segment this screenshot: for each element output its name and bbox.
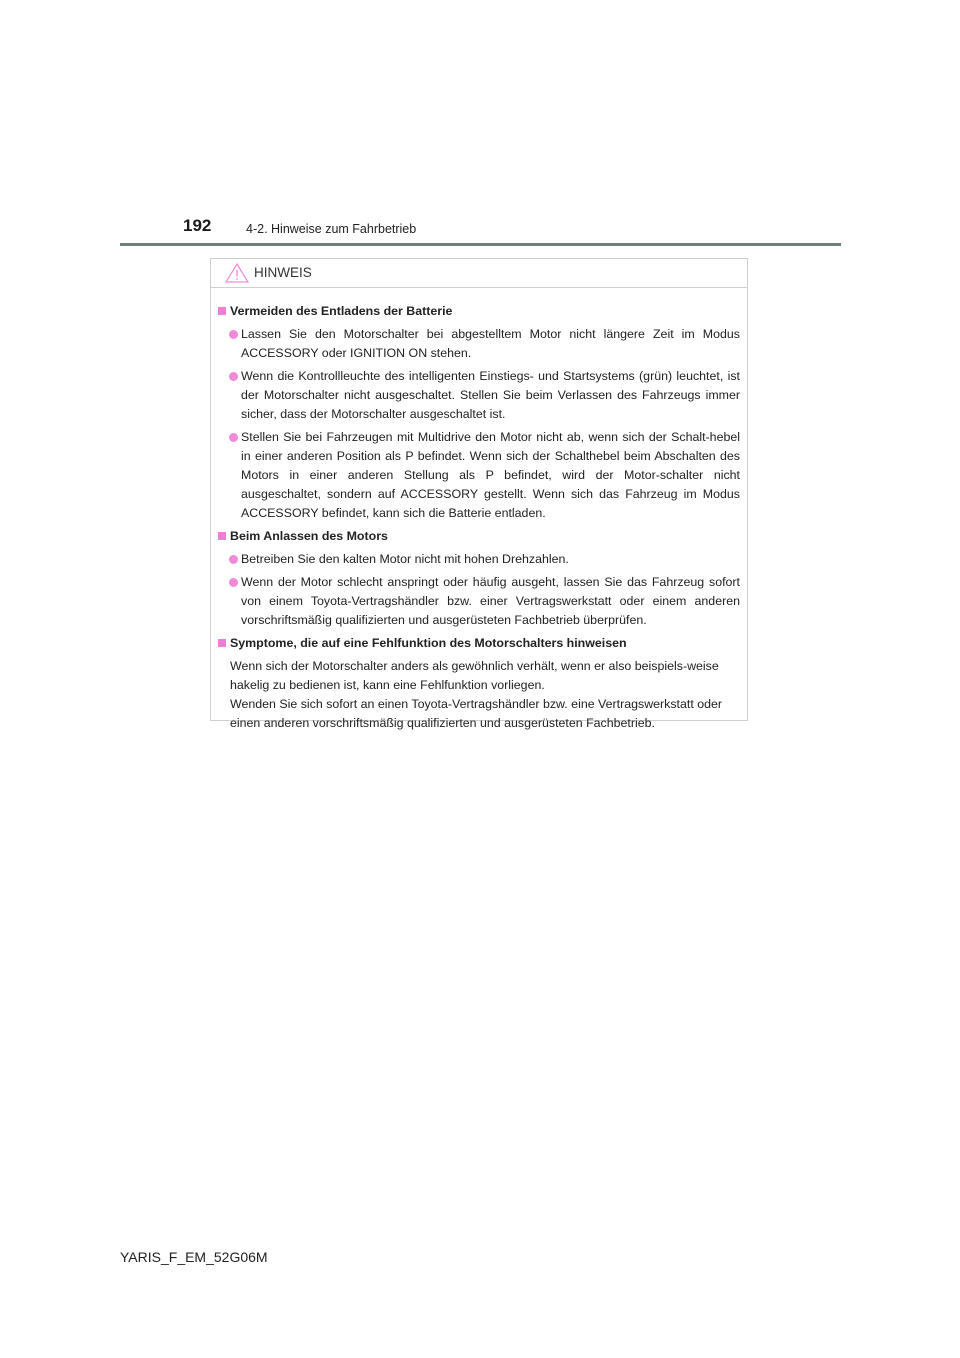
round-bullet-icon [229, 330, 238, 339]
section-heading: Beim Anlassen des Motors [218, 527, 740, 546]
section-heading: Symptome, die auf eine Fehlfunktion des Motorschalters hinweisen [218, 634, 740, 653]
round-bullet-icon [229, 372, 238, 381]
section-title: 4-2. Hinweise zum Fahrbetrieb [246, 222, 417, 236]
section-heading: Vermeiden des Entladens der Batterie [218, 302, 740, 321]
round-bullet-icon [229, 433, 238, 442]
paragraph: Wenden Sie sich sofort an einen Toyota-Vertragshändler bzw. eine Vertragswerkstatt oder einen anderen vorschriftsmäßig qualifizierten und ausgerüsteten Fachbetrieb. [230, 697, 723, 730]
list-item: Betreiben Sie den kalten Motor nicht mit hohen Drehzahlen. [218, 550, 740, 569]
section-starting [218, 527, 740, 630]
paragraph: Wenn sich der Motorschalter anders als gewöhnlich verhält, wenn er also beispiels-weise hakelig zu bedienen ist, kann eine Fehlfunktion vorliegen. [230, 659, 719, 692]
notice-body [211, 288, 747, 733]
section-symptoms [218, 634, 740, 733]
round-bullet-icon [229, 555, 238, 564]
notice-label: HINWEIS [254, 265, 312, 280]
round-bullet-icon [229, 578, 238, 587]
square-bullet-icon [218, 639, 226, 647]
list-item: Wenn die Kontrollleuchte des intelligenten Einstiegs- und Startsystems (grün) leuchtet, ist der Motorschalter nicht ausgeschaltet. Stellen Sie beim Verlassen des Fahrzeugs immer sicher, dass der Motorschalter ausgeschaltet ist. [218, 367, 740, 424]
list-item: Stellen Sie bei Fahrzeugen mit Multidrive den Motor nicht ab, wenn sich der Schalt-hebel in einer anderen Position als P befindet. Wenn sich der Schalthebel beim Abschalten des Motors in einer anderen Stellung als P befindet, wird der Motor-schalter nicht ausgeschaltet, sondern auf ACCESSORY gestellt. Wenn sich das Fahrzeug im Modus ACCESSORY befindet, kann sich die Batterie entladen. [218, 428, 740, 523]
list-item: Wenn der Motor schlecht anspringt oder häufig ausgeht, lassen Sie das Fahrzeug sofort von einem Toyota-Vertragshändler bzw. einer Vertragswerkstatt oder einem anderen vorschriftsmäßig qualifizierten und ausgerüsteten Fachbetrieb überprüfen. [218, 573, 740, 630]
list-item: Lassen Sie den Motorschalter bei abgestelltem Motor nicht längere Zeit im Modus ACCESSORY oder IGNITION ON stehen. [218, 325, 740, 363]
header-rule [120, 243, 841, 246]
notice-header [211, 259, 747, 288]
section-battery [218, 302, 740, 523]
square-bullet-icon [218, 532, 226, 540]
square-bullet-icon [218, 307, 226, 315]
warning-triangle-icon [225, 263, 249, 283]
page-number: 192 [183, 216, 212, 235]
notice-box [210, 258, 748, 730]
document-id: YARIS_F_EM_52G06M [120, 1249, 268, 1265]
